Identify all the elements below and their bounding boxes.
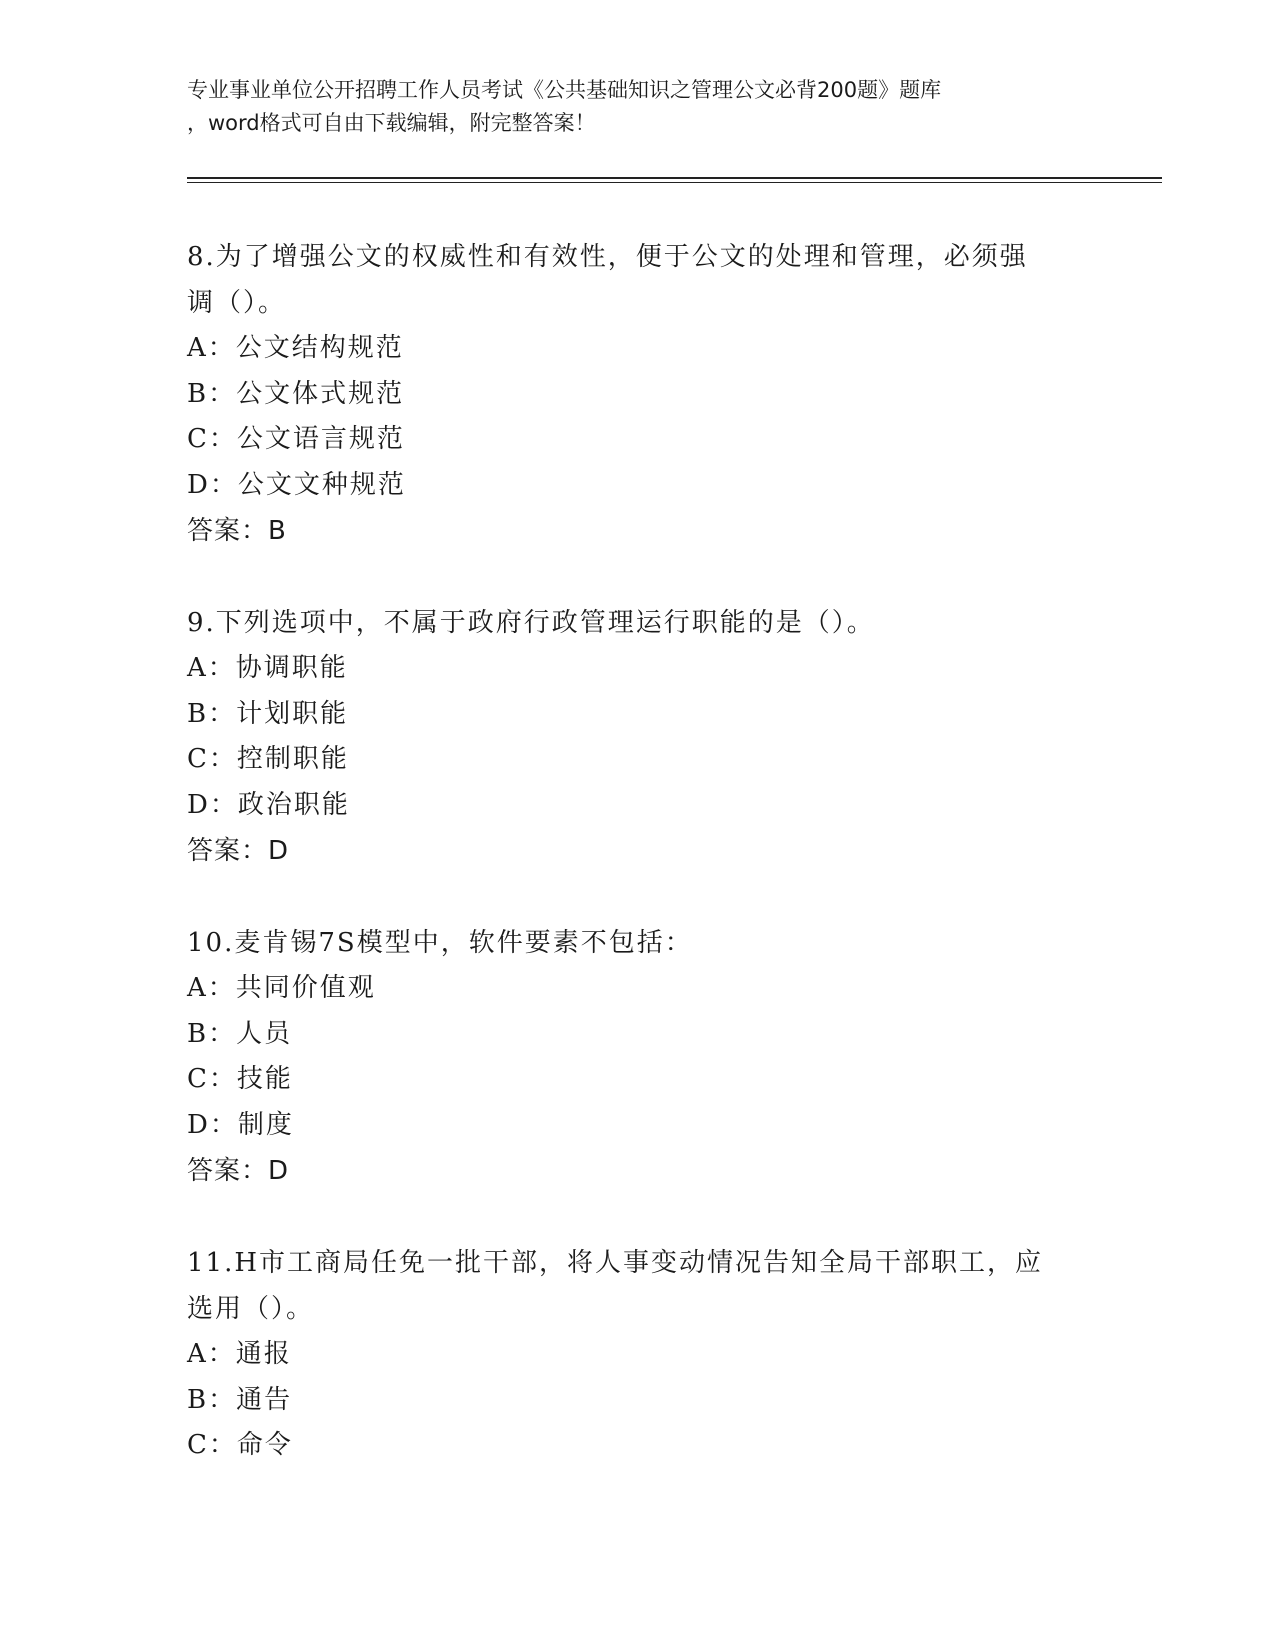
question-10 bbox=[187, 920, 1087, 1194]
answer-line: 答案：D bbox=[187, 836, 290, 866]
option-a: A：公文结构规范 bbox=[187, 333, 404, 363]
option-d: D：制度 bbox=[187, 1109, 294, 1140]
header-divider-thin bbox=[187, 182, 1162, 183]
question-11 bbox=[187, 1240, 1087, 1469]
option-a: A：协调职能 bbox=[187, 653, 348, 683]
option-b: B：人员 bbox=[187, 1018, 293, 1049]
option-c: C：公文语言规范 bbox=[187, 424, 405, 454]
option-b: B：通告 bbox=[187, 1384, 293, 1415]
document-header bbox=[187, 74, 1087, 140]
option-b: B：计划职能 bbox=[187, 698, 349, 729]
answer-line: 答案：B bbox=[187, 516, 287, 546]
question-stem: 11.H市工商局任免一批干部，将人事变动情况告知全局干部职工，应 bbox=[187, 1248, 1044, 1278]
header-divider-thick bbox=[187, 177, 1162, 179]
option-d: D：公文文种规范 bbox=[187, 469, 406, 500]
question-stem: 10.麦肯锡7S模型中，软件要素不包括： bbox=[187, 928, 693, 958]
header-title-line-1: 专业事业单位公开招聘工作人员考试《公共基础知识之管理公文必背200题》题库 bbox=[187, 78, 942, 102]
option-b: B：公文体式规范 bbox=[187, 378, 405, 409]
question-stem: 8.为了增强公文的权威性和有效性，便于公文的处理和管理，必须强 bbox=[187, 242, 1028, 272]
answer-line: 答案：D bbox=[187, 1156, 290, 1186]
option-a: A：通报 bbox=[187, 1339, 292, 1369]
option-c: C：技能 bbox=[187, 1064, 293, 1094]
question-8 bbox=[187, 234, 1087, 554]
option-c: C：命令 bbox=[187, 1430, 293, 1460]
question-stem: 9.下列选项中，不属于政府行政管理运行职能的是（）。 bbox=[187, 608, 875, 638]
header-title-line-2: ，word格式可自由下载编辑，附完整答案！ bbox=[187, 111, 596, 135]
option-a: A：共同价值观 bbox=[187, 973, 376, 1003]
option-c: C：控制职能 bbox=[187, 744, 349, 774]
option-d: D：政治职能 bbox=[187, 789, 350, 820]
question-9 bbox=[187, 600, 1087, 874]
question-stem-continued: 选用（）。 bbox=[187, 1294, 315, 1324]
question-stem-continued: 调（）。 bbox=[187, 288, 287, 318]
